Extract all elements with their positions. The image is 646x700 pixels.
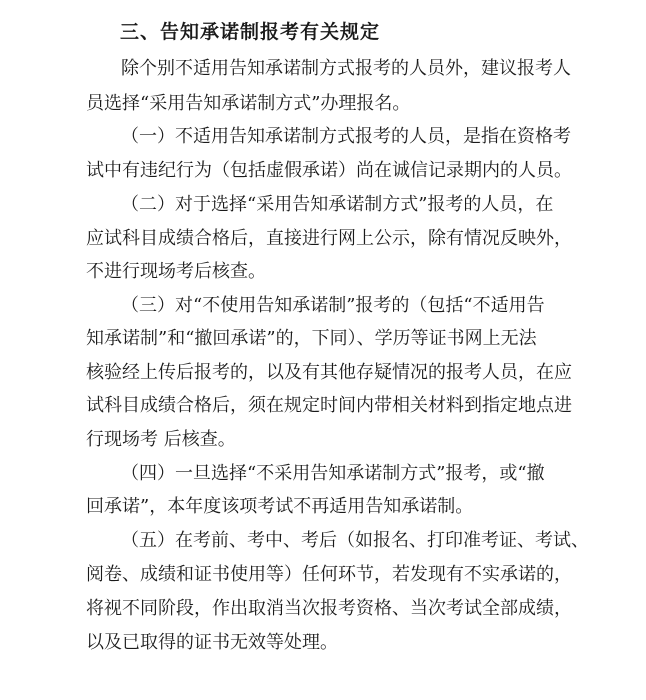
text-line: 应试科目成绩合格后，直接进行网上公示，除有情况反映外， [86,228,572,249]
section-heading: 三、告知承诺制报考有关规定 [120,21,381,43]
text-line: （五）在考前、考中、考后（如报名、打印准考证、考试、 [121,530,589,551]
text-line: 以及已取得的证书无效等处理。 [86,632,338,653]
text-line: 阅卷、成绩和证书使用等）任何环节，若发现有不实承诺的， [86,564,572,585]
text-line: 行现场考 后核查。 [86,429,236,450]
text-line: 试科目成绩合格后，须在规定时间内带相关材料到指定地点进 [86,395,572,416]
text-line: 将视不同阶段，作出取消当次报考资格、当次考试全部成绩， [86,598,572,619]
text-line: 试中有违纪行为（包括虚假承诺）尚在诚信记录期内的人员。 [86,160,572,181]
text-line: 不进行现场考后核查。 [86,261,266,282]
text-line: （三）对“不使用告知承诺制”报考的（包括“不适用告 [121,295,545,316]
text-line: 知承诺制”和“撤回承诺”的，下同）、学历等证书网上无法 [86,328,537,349]
text-line: 回承诺”，本年度该项考试不再适用告知承诺制。 [86,496,474,517]
text-line: 员选择“采用告知承诺制方式”办理报名。 [86,93,411,114]
text-line: 除个别不适用告知承诺制方式报考的人员外，建议报考人 [121,58,571,79]
text-line: 核验经上传后报考的，以及有其他存疑情况的报考人员，在应 [86,362,572,383]
text-line: （一）不适用告知承诺制方式报考的人员，是指在资格考 [121,126,571,147]
text-line: （二）对于选择“采用告知承诺制方式”报考的人员，在 [121,194,554,215]
text-line: （四）一旦选择“不采用告知承诺制方式”报考，或“撤 [121,463,545,484]
